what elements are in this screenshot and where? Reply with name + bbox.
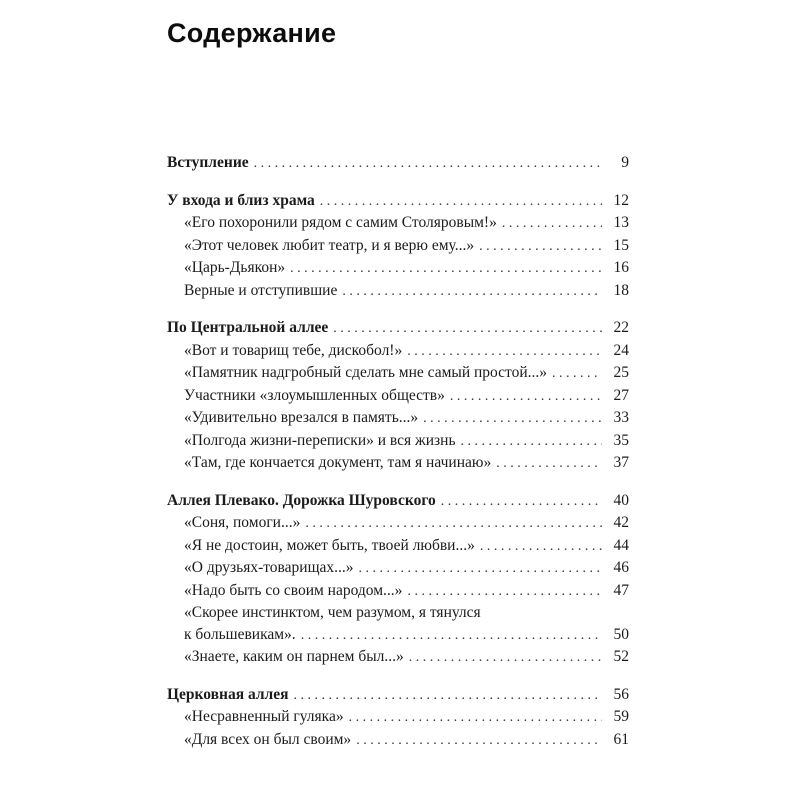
- dot-leader: [305, 512, 602, 535]
- toc-entry-page: 27: [613, 386, 629, 404]
- toc-entry: [167, 280, 629, 303]
- toc-entry: [167, 602, 629, 646]
- toc-entry: [167, 512, 629, 535]
- toc-entry-title: «Надо быть со своим народом...»: [184, 581, 403, 599]
- toc-entry-title: «Удивительно врезался в память...»: [184, 409, 419, 426]
- toc-entry-page: 16: [613, 259, 629, 276]
- toc-entry: [167, 362, 629, 385]
- toc-entry-title: Церковная аллея: [167, 685, 289, 703]
- toc-entry-title: «Его похоронили рядом с самим Столяровым!»: [184, 214, 497, 231]
- dot-leader: [301, 624, 602, 647]
- toc-entry: [167, 535, 629, 558]
- toc-entry-title: Вступление: [167, 154, 249, 171]
- toc-entry: [167, 430, 629, 453]
- toc-entry: [167, 646, 629, 669]
- toc-entry-page: 35: [613, 431, 629, 449]
- toc-entry: [167, 706, 629, 729]
- toc-entry-title: Аллея Плевако. Дорожка Шуровского: [167, 491, 436, 509]
- toc-entry-page: 47: [613, 581, 629, 599]
- toc-entry-title: «Вот и товарищ тебе, дискобол!»: [184, 341, 403, 359]
- toc-entry-title-line1: «Скорее инстинктом, чем разумом, я тянулся: [184, 604, 481, 621]
- dot-leader: [461, 430, 602, 453]
- toc-entry-page: 24: [613, 341, 629, 359]
- toc-entry-page: 12: [613, 191, 629, 209]
- dot-leader: [356, 729, 602, 752]
- toc-entry-page: 42: [613, 514, 629, 531]
- page-title: Содержание: [167, 18, 337, 48]
- toc-entry-page: 13: [613, 214, 629, 231]
- dot-leader: [290, 257, 602, 280]
- dot-leader: [479, 235, 602, 258]
- toc-entry: [167, 152, 629, 175]
- toc-entry: [167, 407, 629, 430]
- toc-entry-page: 61: [613, 730, 629, 748]
- toc-entry-title: к большевикам».: [184, 625, 296, 643]
- toc-entry: [167, 212, 629, 235]
- dot-leader: [552, 362, 602, 385]
- dot-leader: [409, 646, 602, 669]
- dot-leader: [254, 152, 602, 175]
- toc-entry: [167, 317, 629, 340]
- toc-entry-title: «Там, где кончается документ, там я начинаю»: [184, 454, 492, 471]
- toc-entry-page: 25: [613, 364, 629, 381]
- toc-entry-title: «Несравненный гуляка»: [184, 708, 344, 725]
- toc-entry: [167, 385, 629, 408]
- toc-entry-page: 15: [613, 236, 629, 254]
- dot-leader: [320, 190, 602, 213]
- toc-entry-page: 50: [613, 625, 629, 643]
- toc-entry: [167, 235, 629, 258]
- toc-entry-title: «О друзьях-товарищах...»: [184, 559, 354, 576]
- dot-leader: [342, 280, 602, 303]
- toc-entry: [167, 452, 629, 475]
- toc-entry: [167, 729, 629, 752]
- toc-entry-page: 9: [621, 154, 629, 171]
- dot-leader: [359, 557, 602, 580]
- toc-entry: [167, 340, 629, 363]
- toc-entry-title: «Царь-Дьякон»: [184, 259, 286, 276]
- toc-entry: [167, 557, 629, 580]
- toc-entry-title: Верные и отступившие: [184, 281, 338, 299]
- toc-entry-title: По Центральной аллее: [167, 319, 329, 336]
- toc-entry-page: 40: [613, 491, 629, 509]
- dot-leader: [502, 212, 602, 235]
- dot-leader: [423, 407, 602, 430]
- toc-entry-title: У входа и близ храма: [167, 191, 315, 209]
- dot-leader: [333, 317, 602, 340]
- toc-entry-title: «Этот человек любит театр, и я верю ему...»: [184, 236, 475, 254]
- toc-entry-page: 18: [613, 281, 629, 299]
- toc-entry-page: 46: [613, 559, 629, 576]
- toc-entry-title: «Для всех он был своим»: [184, 730, 352, 748]
- dot-leader: [496, 452, 602, 475]
- toc-entry-page: 22: [613, 319, 629, 336]
- dot-leader: [441, 490, 602, 513]
- toc-entry-title: Участники «злоумышленных обществ»: [184, 386, 445, 404]
- dot-leader: [349, 706, 602, 729]
- table-of-contents: [167, 152, 629, 751]
- toc-entry-page: 56: [613, 685, 629, 703]
- toc-entry-title: «Памятник надгробный сделать мне самый простой...»: [184, 364, 548, 381]
- toc-entry: [167, 190, 629, 213]
- dot-leader: [294, 684, 602, 707]
- dot-leader: [450, 385, 602, 408]
- dot-leader: [480, 535, 602, 558]
- toc-entry-title: «Соня, помоги...»: [184, 514, 301, 531]
- toc-entry: [167, 490, 629, 513]
- dot-leader: [407, 580, 602, 603]
- toc-entry-page: 59: [613, 708, 629, 725]
- toc-entry: [167, 684, 629, 707]
- toc-entry-title: «Полгода жизни-переписки» и вся жизнь: [184, 431, 456, 449]
- toc-entry-page: 33: [613, 409, 629, 426]
- dot-leader: [407, 340, 602, 363]
- toc-entry-page: 52: [613, 648, 629, 665]
- toc-entry-title: «Я не достоин, может быть, твоей любви...»: [184, 536, 475, 554]
- toc-entry-page: 37: [613, 454, 629, 471]
- toc-entry: [167, 580, 629, 603]
- toc-entry-page: 44: [613, 536, 629, 554]
- toc-entry-title: «Знаете, каким он парнем был...»: [184, 648, 404, 665]
- toc-entry: [167, 257, 629, 280]
